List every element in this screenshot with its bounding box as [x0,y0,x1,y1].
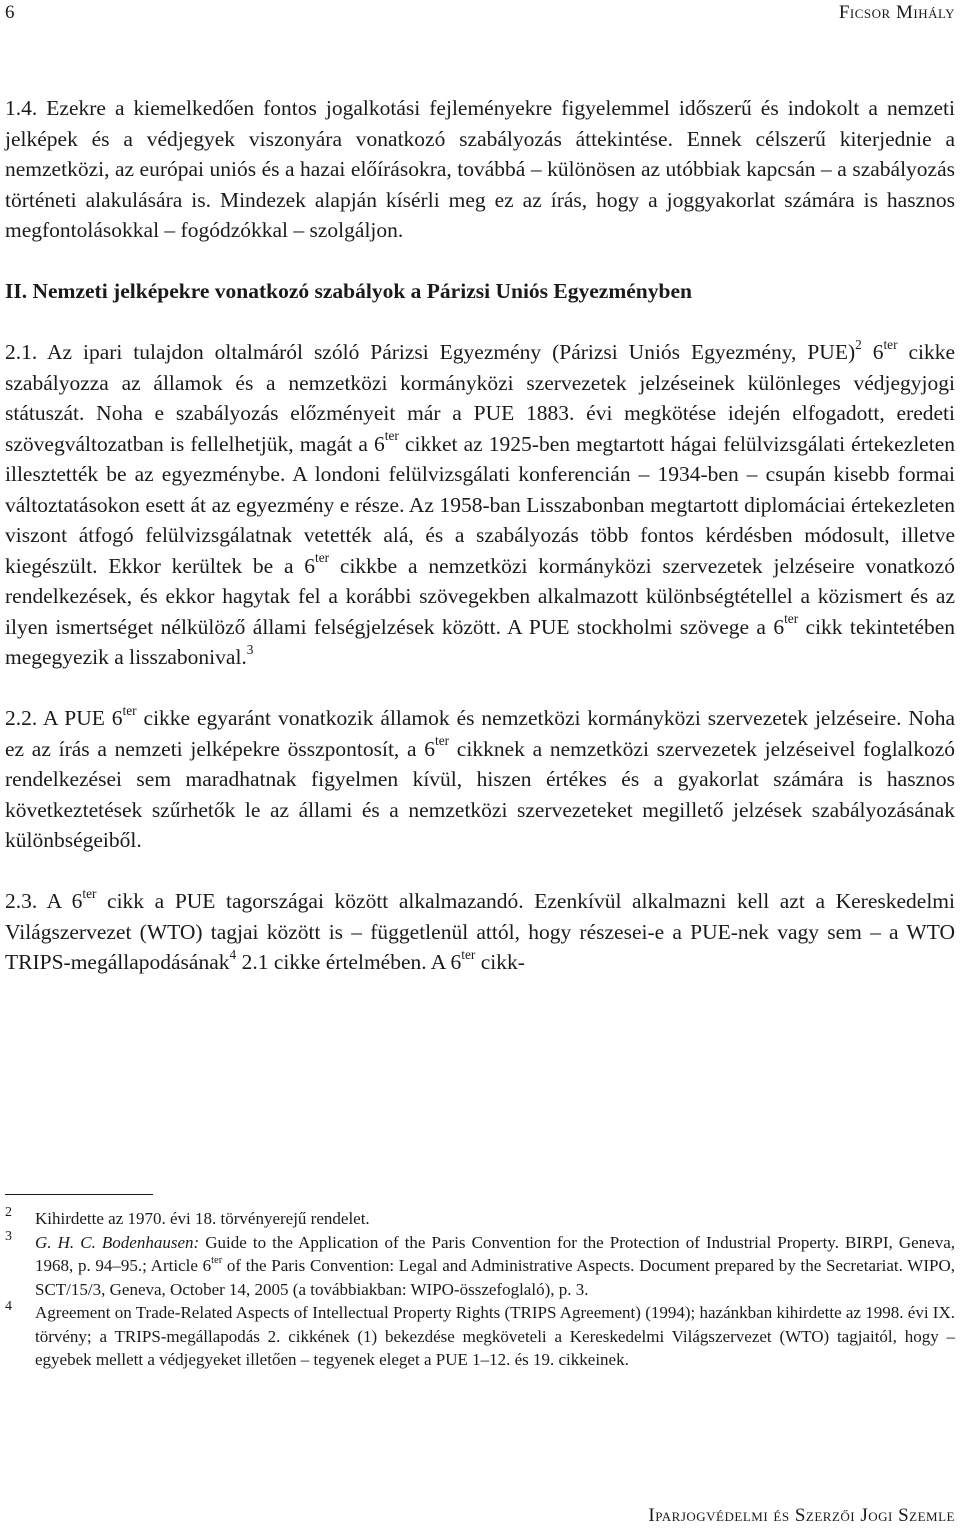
footnote-4 [5,1301,955,1372]
paragraph-text: 6 [861,340,884,364]
ter-superscript: ter [384,428,399,444]
footnote-text: Kihirdette az 1970. évi 18. törvényerejű rendelet. [35,1209,370,1228]
paragraph-2-2 [5,703,955,856]
paragraph-text: 2.3. A 6 [5,889,83,913]
footnote-text: of the Paris Convention: Legal and Administrative Aspects. Document prepared by the Secretariat. WIPO, SCT/15/3, Geneva, October 14, 2005 (a továbbiakban: WIPO-összefoglaló), p. 3. [35,1256,955,1299]
ter-superscript: ter [784,611,799,627]
ter-superscript: ter [315,550,330,566]
ter-superscript: ter [435,733,450,749]
paragraph-2-3 [5,886,955,978]
paragraph-2-1 [5,337,955,673]
footnote-ref-2[interactable]: 2 [855,336,862,352]
footnote-mark: 3 [5,1228,12,1244]
paragraph-text: 2.1 cikke értelmében. A 6 [236,950,462,974]
ter-superscript: ter [883,336,898,352]
paragraph-text: 2.1. Az ipari tulajdon oltalmáról szóló Párizsi Egyezmény (Párizsi Uniós Egyezmény, PUE) [5,340,856,364]
footnotes [5,1194,955,1372]
body-text [5,93,955,978]
journal-footer: Iparjogvédelmi és Szerzői Jogi Szemle [648,1505,955,1526]
page-header [5,2,955,28]
paragraph-text: cikknek a nemzetközi szervezetek jelzéseivel foglalkozó rendelkezései sem maradhatnak figyelmen kívül, hiszen értékes és a gyakorlat számára is hasznos következtetések szűrhetők le az állami és a nemzetközi szervezeteket megillető jelzések szabályozásának különbségeiből. [5,736,955,852]
footnote-author: G. H. C. Bodenhausen: [35,1232,200,1252]
section-heading: II. Nemzeti jelképekre vonatkozó szabályok a Párizsi Uniós Egyezményben [5,279,692,303]
footnote-mark: 2 [5,1205,12,1220]
footnote-text: Agreement on Trade-Related Aspects of Intellectual Property Rights (TRIPS Agreement) (1994); hazánkban kihirdette az 1998. évi IX. törvény; a TRIPS-megállapodás 2. cikkének (1) bekezdése megköveteli a Kereskedelmi Világszervezet (WTO) tagjaitól, hogy – egyebek mellett a védjegyeket illetően – tegyenek eleget a PUE 1–12. és 19. cikkeinek. [35,1303,955,1369]
footnote-divider [5,1194,153,1195]
ter-superscript: ter [82,885,97,901]
footnote-3 [5,1228,955,1302]
paragraph-text: cikkbe a nemzetközi kormányközi szervezetek jelzéseire vonatkozó rendelkezések, és ekkor hagytak fel a korábbi szövegekben alkalmazott különbségtétellel a közismert és az ilyen ismertséget nélkülöző állami felségjelzések között. A PUE stockholmi szövege a 6 [5,553,955,639]
paragraph-text: cikk a PUE tagországai között alkalmazandó. Ezenkívül alkalmazni kell azt a Kereskedelmi Világszervezet (WTO) tagjai között is – függetlenül attól, hogy részesei-e a PUE-nek vagy sem – a WTO TRIPS-megállapodásának [5,889,955,974]
footnote-2 [5,1207,955,1231]
paragraph-text: cikke szabályozza az államok és a nemzetközi kormányközi szervezetek jelzéseinek különleges védjegyjogi státuszát. Noha e szabályozás előzményeit már a PUE 1883. évi megkötése idején elfogadott, eredeti szövegváltozatban is fellelhetjük, magát a 6 [5,340,956,456]
paragraph-text: 2.2. A PUE 6 [5,706,123,730]
running-head: Ficsor Mihály [838,2,955,23]
paragraph-text: cikk- [475,950,525,974]
footnote-text: Guide to the Application of the Paris Convention for the Protection of Industrial Property. BIRPI, Geneva, 1968, p. 94–95.; Article 6 [35,1232,955,1275]
ter-superscript: ter [122,702,137,718]
footnote-mark: 4 [5,1299,12,1314]
paragraph-text: cikket az 1925-ben megtartott hágai felülvizsgálati értekezleten illesztették be az egyezménybe. A londoni felülvizsgálati konferencián – 1934-ben – csupán kisebb formai változtatásokon esett át az egyezmény e része. Az 1958-ban Lisszabonban megtartott diplomáciai értekezleten viszont átfogó felülvizsgálatnak vetették alá, és a szabályozás több fontos kérdésben módosult, illetve kiegészült. Ekkor kerültek be a 6 [5,431,955,578]
ter-superscript: ter [211,1254,223,1266]
paragraph-text: cikk tekintetében megegyezik a lisszabonival. [5,614,955,669]
paragraph-text: cikke egyaránt vonatkozik államok és nemzetközi kormányközi szervezetek jelzéseire. Noha ez az írás a nemzeti jelképekre összpontosít, a 6 [5,706,955,761]
ter-superscript: ter [461,946,476,962]
page-number: 6 [5,2,15,23]
paragraph-1-4: 1.4. Ezekre a kiemelkedően fontos jogalkotási fejleményekre figyelemmel időszerű és indokolt a nemzeti jelképek és a védjegyek viszonyára vonatkozó szabályozás áttekintése. Ennek célszerű kiterjednie a nemzetközi, az európai uniós és a hazai előírásokra, továbbá – különösen az utóbbiak kapcsán – a szabályozás történeti alakulására is. Mindezek alapján kísérli meg ez az írás, hogy a joggyakorlat számára is hasznos megfontolásokkal – fogódzókkal – szolgáljon. [5,96,955,242]
footnote-ref-3[interactable]: 3 [246,641,254,657]
document-page [5,0,955,1537]
footnote-ref-4[interactable]: 4 [229,946,237,962]
